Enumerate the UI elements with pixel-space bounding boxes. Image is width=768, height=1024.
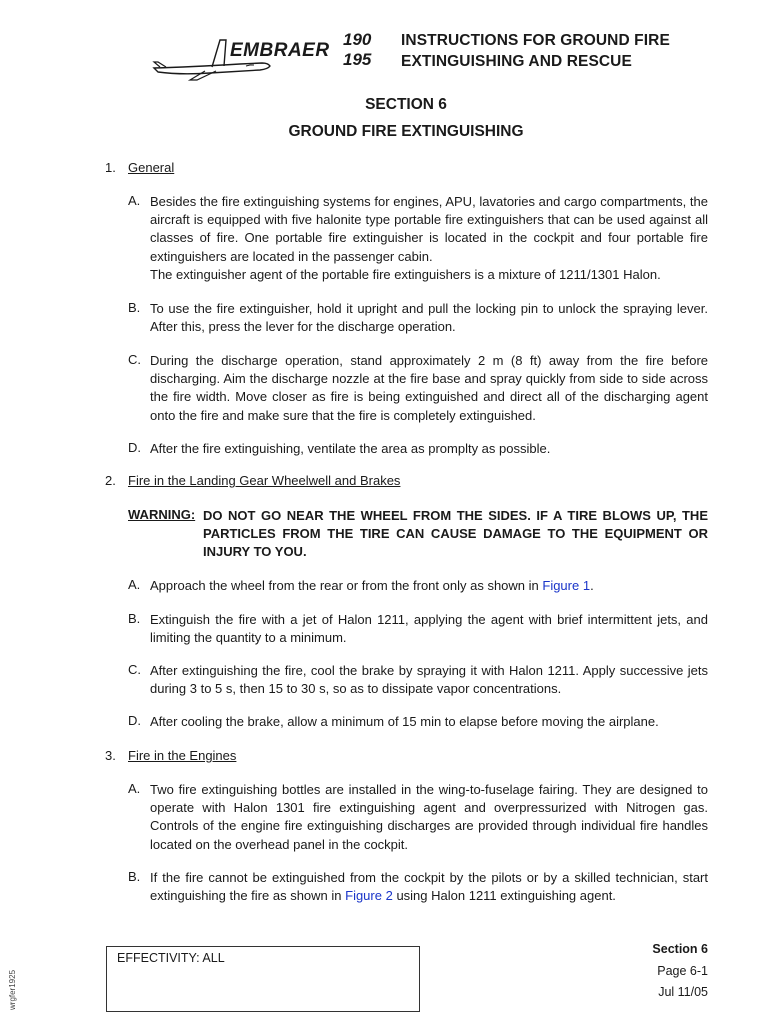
model-190: 190	[343, 30, 372, 49]
paragraph-2c: After extinguishing the fire, cool the brake by spraying it with Halon 1211. Apply successive jets during 3 to 5 s, then 15 to 30 s, so as to dissipate vapor concentrations.	[150, 663, 708, 697]
title-line-1: INSTRUCTIONS FOR GROUND FIRE	[401, 32, 670, 49]
sub-letter: B.	[128, 611, 141, 626]
paragraph-2d: After cooling the brake, allow a minimum of 15 min to elapse before moving the airplane.	[150, 714, 659, 729]
paragraph-3b	[150, 869, 708, 905]
sub-letter: A.	[128, 193, 141, 208]
effectivity-label: EFFECTIVITY: ALL	[117, 951, 225, 965]
brand-name: EMBRAER	[230, 40, 330, 61]
model-195: 195	[343, 50, 372, 69]
section-title: GROUND FIRE EXTINGUISHING	[288, 123, 524, 140]
sub-letter: A.	[128, 577, 141, 592]
figure-2-link[interactable]: Figure 2	[345, 888, 393, 904]
sub-letter: C.	[128, 352, 141, 367]
paragraph-1a	[150, 193, 708, 284]
heading-general: General	[128, 160, 175, 175]
paragraph-2a	[150, 577, 708, 595]
side-code: wrgfer1925	[8, 969, 17, 1010]
sub-letter: A.	[128, 781, 141, 796]
sub-letter: D.	[128, 440, 141, 455]
paragraph-1d: After the fire extinguishing, ventilate the area as promplty as possible.	[150, 441, 551, 456]
section-number: SECTION 6	[365, 96, 447, 113]
paragraph-text: Approach the wheel from the rear or from the front only as shown in	[150, 578, 543, 593]
paragraph-text-end: using Halon 1211 extinguishing agent.	[392, 888, 616, 904]
effectivity-box	[106, 946, 420, 1012]
sub-letter: B.	[128, 300, 141, 315]
footer-page: Page 6-1	[657, 964, 708, 978]
figure-1-link[interactable]: Figure 1	[542, 578, 591, 593]
paragraph-text: If the fire cannot be extinguished from the cockpit by the pilots or by a skilled technician, start extinguishing the fire as shown in	[150, 870, 708, 904]
sub-letter: B.	[128, 869, 141, 884]
item-number: 2.	[105, 473, 116, 488]
paragraph-3a: Two fire extinguishing bottles are installed in the wing-to-fuselage fairing. They are designed to operate with Halon 1301 fire extinguishing agent and overpressurized with Nitrogen gas. Controls of the engine fire extinguishing discharges are provided through individual fire handles located on the overhead panel in the cockpit.	[150, 782, 708, 852]
paragraph-2b: Extinguish the fire with a jet of Halon 1211, applying the agent with brief intermittent jets, and limiting the quantity to a minimum.	[150, 612, 708, 646]
brand-logo	[150, 30, 390, 86]
document-title	[401, 30, 670, 72]
warning-label: WARNING:	[128, 507, 196, 522]
paragraph-1c: During the discharge operation, stand approximately 2 m (8 ft) away from the fire before discharging. Aim the discharge nozzle at the fire base and spray quickly from side to side across the fire width. Move closer as fire is being extinguished and direct all of the discharging agent onto the fire and make sure that the fire is completely extinguished.	[150, 353, 708, 423]
heading-landing-gear: Fire in the Landing Gear Wheelwell and Brakes	[128, 473, 401, 488]
warning-text: DO NOT GO NEAR THE WHEEL FROM THE SIDES. IF A TIRE BLOWS UP, THE PARTICLES FROM THE TIRE CAN CAUSE DAMAGE TO THE EQUIPMENT OR INJURY TO YOU.	[203, 508, 708, 560]
footer-section: Section 6	[652, 942, 708, 956]
paragraph-text-end: .	[590, 578, 594, 593]
paragraph-1b: To use the fire extinguisher, hold it upright and pull the locking pin to unlock the spraying lever. After this, press the lever for the discharge operation.	[150, 301, 708, 335]
item-number: 1.	[105, 160, 116, 175]
paragraph-text-2: The extinguisher agent of the portable fire extinguishers is a mixture of 1211/1301 Halon.	[150, 266, 661, 282]
title-line-2: EXTINGUISHING AND RESCUE	[401, 53, 632, 70]
sub-letter: D.	[128, 713, 141, 728]
heading-engines: Fire in the Engines	[128, 748, 237, 763]
paragraph-text: Besides the fire extinguishing systems for engines, APU, lavatories and cargo compartments, the aircraft is equipped with five halonite type portable fire extinguishers that can be used against all classes of fire. One portable fire extinguisher is located in the cockpit and four portable fire extinguishers are located in the passenger cabin.	[150, 194, 708, 264]
sub-letter: C.	[128, 662, 141, 677]
item-number: 3.	[105, 748, 116, 763]
footer-date: Jul 11/05	[658, 985, 708, 999]
